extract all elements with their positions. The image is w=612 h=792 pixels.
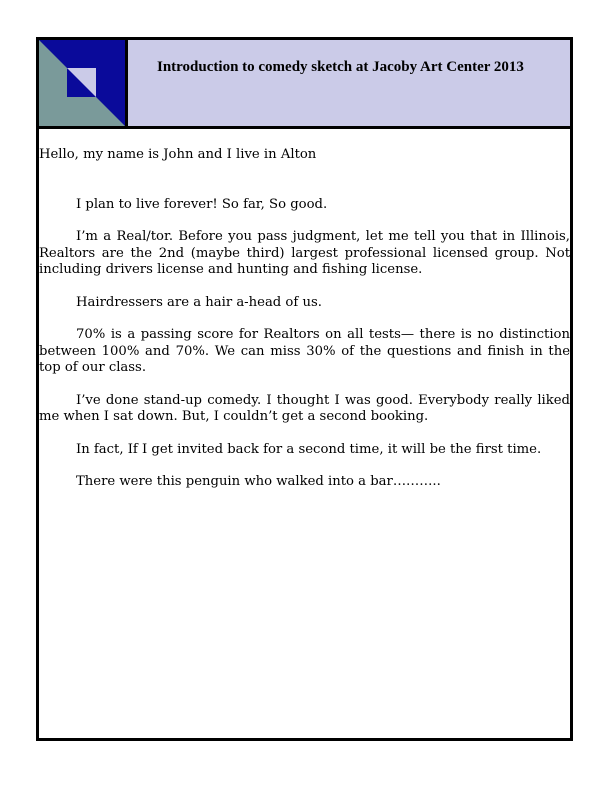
paragraph: In fact, If I get invited back for a second time, it will be the first time.	[76, 441, 542, 457]
paragraph: I plan to live forever! So far, So good.	[76, 196, 328, 212]
paragraph: 70% is a passing score for Realtors on all tests— there is no distinction between 100% and 70%. We can miss 30% of the questions and finish in the top of our class.	[39, 327, 570, 375]
paragraph: Hairdressers are a hair a-head of us.	[76, 294, 322, 310]
greeting-line: Hello, my name is John and I live in Alton	[39, 147, 317, 162]
paragraph: I’m a Real/tor. Before you pass judgment, let me tell you that in Illinois, Realtors are the 2nd (maybe third) largest professional licensed group. Not including drivers license and hunting and fishing license.	[39, 229, 570, 277]
header-banner	[39, 40, 570, 129]
paragraph: There were this penguin who walked into a bar………..	[76, 474, 441, 489]
logo	[39, 40, 128, 126]
page-title: Introduction to comedy sketch at Jacoby Art Center 2013	[157, 59, 524, 75]
logo-graphic	[39, 40, 125, 126]
title-banner	[128, 40, 570, 126]
page-frame	[36, 37, 573, 741]
paragraph: I’ve done stand-up comedy. I thought I was good. Everybody really liked me when I sat down. But, I couldn’t get a second booking.	[39, 392, 570, 424]
body-content	[39, 147, 570, 507]
